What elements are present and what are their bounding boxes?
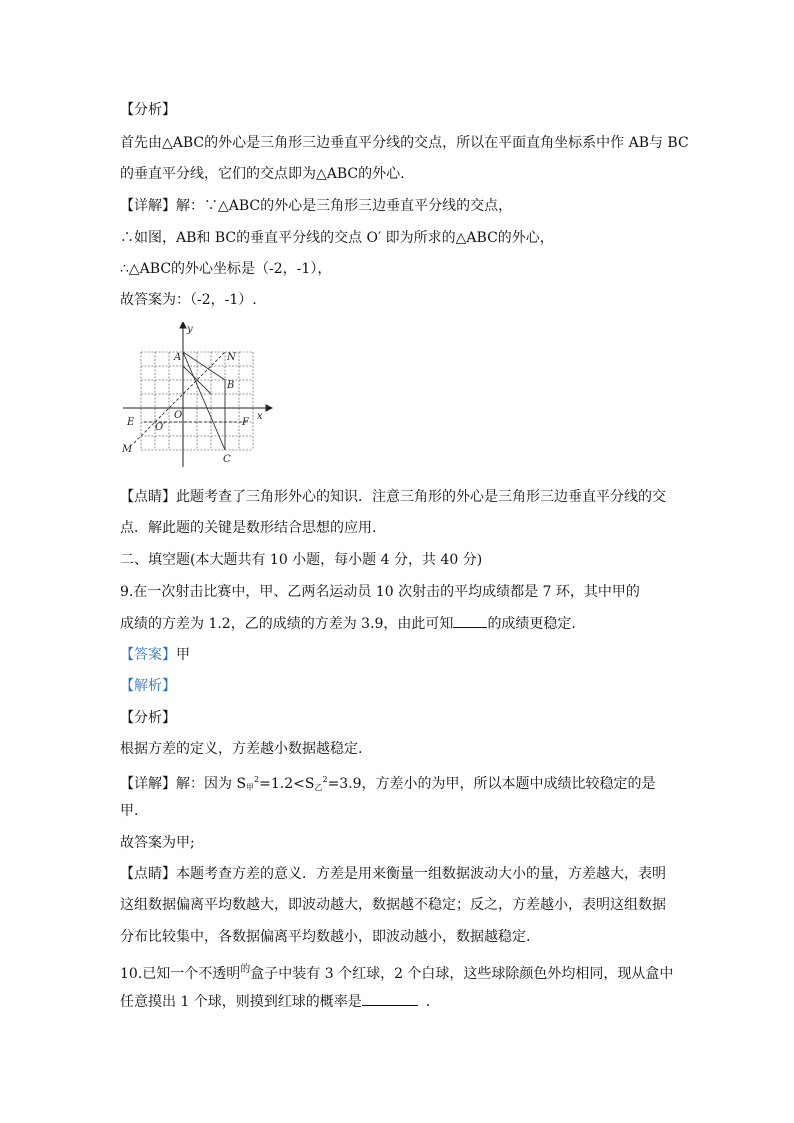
analysis-label: 【分析】 bbox=[120, 102, 176, 118]
q9-jiexi-label: 【解析】 bbox=[120, 678, 176, 694]
q9-sub-jia: 甲 bbox=[246, 783, 255, 792]
label-x-axis: x bbox=[257, 411, 263, 422]
label-point-f: F bbox=[242, 417, 249, 428]
label-origin-o: O bbox=[174, 410, 183, 421]
label-y-axis: y bbox=[187, 324, 193, 335]
q9-sup-2: 2 bbox=[322, 775, 328, 784]
comment-line-2: 点．解此题的关键是数形结合思想的应用. bbox=[120, 520, 377, 536]
label-point-n: N bbox=[227, 352, 236, 363]
q10-answer-blank[interactable] bbox=[362, 991, 418, 1006]
label-point-o-prime: O′ bbox=[155, 422, 166, 433]
q9-analysis-text: 根据方差的定义，方差越小数据越稳定. bbox=[120, 741, 363, 757]
q9-detail-label: 【详解】 bbox=[120, 776, 176, 792]
q9-detail-part-2: =1.2<S bbox=[259, 776, 315, 792]
q10-stem-1 bbox=[120, 960, 673, 984]
q9-comment-line-2: 这组数据偏离平均数越大，即波动越大，数据越不稳定；反之，方差越小，表明这组数据 bbox=[120, 897, 666, 913]
detail-line-2: ∴如图，AB和 BC的垂直平分线的交点 O′ 即为所求的△ABC的外心， bbox=[120, 230, 554, 246]
detail-line-3: ∴△ABC的外心坐标是（-2，-1）， bbox=[120, 261, 332, 277]
label-point-c: C bbox=[223, 454, 231, 465]
detail-label: 【详解】 bbox=[120, 198, 176, 214]
q10-stem-2 bbox=[120, 991, 440, 1012]
q9-answer-label: 【答案】 bbox=[120, 647, 176, 663]
q9-sup-1: 2 bbox=[254, 775, 260, 784]
q9-stem-2-before: 成绩的方差为 1.2，乙的成绩的方差为 3.9，由此可知 bbox=[120, 616, 454, 632]
q9-detail-line-2: 甲. bbox=[120, 803, 139, 819]
q9-stem-2 bbox=[120, 613, 576, 634]
coordinate-figure bbox=[116, 322, 276, 467]
section-title: 二、填空题(本大题共有 10 小题，每小题 4 分，共 40 分) bbox=[120, 552, 483, 568]
q9-comment-text-1: 本题考查方差的意义．方差是用来衡量一组数据波动大小的量，方差越大，表明 bbox=[176, 866, 666, 882]
q9-answer-value: 甲 bbox=[176, 647, 190, 663]
detail-text-1: 解：∵△ABC的外心是三角形三边垂直平分线的交点， bbox=[176, 198, 513, 214]
q10-stem-2-after: ． bbox=[425, 994, 440, 1010]
q10-stem-1-small: 的 bbox=[240, 964, 251, 975]
q9-final-answer: 故答案为甲; bbox=[120, 835, 195, 851]
q9-answer-line bbox=[120, 645, 190, 665]
q9-comment-line-3: 分布比较集中，各数据偏离平均数越小，即波动越小，数据越稳定. bbox=[120, 929, 531, 945]
detail-answer: 故答案为：（-2，-1）. bbox=[120, 292, 257, 308]
q9-stem-2-after: 的成绩更稳定. bbox=[487, 616, 576, 632]
label-point-e: E bbox=[127, 417, 135, 428]
q9-answer-blank[interactable] bbox=[453, 613, 487, 628]
label-point-b: B bbox=[227, 380, 235, 391]
comment-line-1 bbox=[120, 487, 666, 507]
q9-detail-part-3: =3.9，方差小的为甲，所以本题中成绩比较稳定的是 bbox=[327, 776, 656, 792]
detail-line-1 bbox=[120, 196, 512, 216]
q9-sub-yi: 乙 bbox=[314, 783, 323, 792]
label-point-a: A bbox=[174, 352, 182, 363]
q9-comment-label: 【点睛】 bbox=[120, 866, 176, 882]
q9-detail-part-1: 解：因为 S bbox=[176, 776, 247, 792]
q9-stem-1: 9.在一次射击比赛中，甲、乙两名运动员 10 次射击的平均成绩都是 7 环，其中甲的 bbox=[120, 584, 640, 600]
label-point-m: M bbox=[122, 444, 133, 455]
analysis-text-1: 首先由△ABC的外心是三角形三边垂直平分线的交点，所以在平面直角坐标系中作 AB与 BC bbox=[120, 135, 689, 151]
analysis-text-2: 的垂直平分线，它们的交点即为△ABC的外心. bbox=[120, 166, 405, 182]
q9-comment-line-1 bbox=[120, 864, 666, 884]
comment-label: 【点睛】 bbox=[120, 489, 176, 505]
q9-detail-line-1 bbox=[120, 770, 656, 798]
q10-stem-1-a: 10.已知一个不透明 bbox=[120, 966, 241, 982]
comment-text-1: 此题考查了三角形外心的知识．注意三角形的外心是三角形三边垂直平分线的交 bbox=[176, 489, 666, 505]
q10-stem-2-before: 任意摸出 1 个球，则摸到红球的概率是 bbox=[120, 994, 362, 1010]
q10-stem-1-b: 盒子中装有 3 个红球，2 个白球，这些球除颜色外均相同，现从盒中 bbox=[250, 966, 674, 982]
q9-analysis-label: 【分析】 bbox=[120, 710, 176, 726]
